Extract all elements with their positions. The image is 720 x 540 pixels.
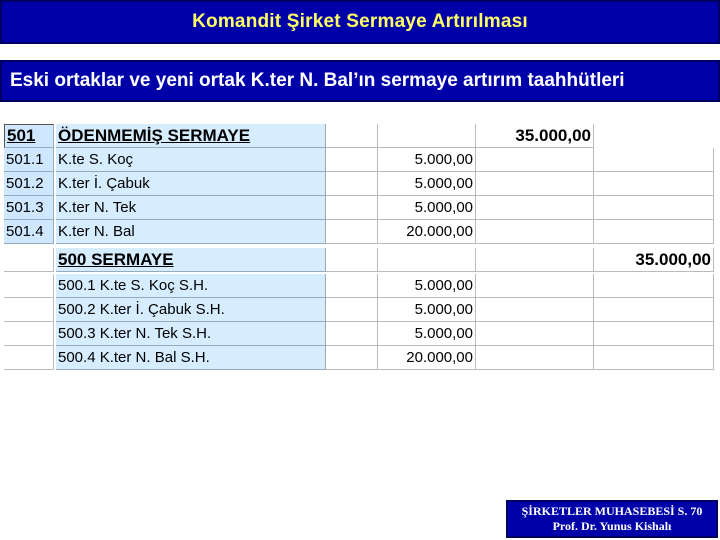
debit-item-amount: 5.000,00 — [378, 196, 476, 220]
table-row — [4, 220, 714, 244]
credit-item-amount: 20.000,00 — [378, 346, 476, 370]
credit-item-name: 500.1 K.te S. Koç S.H. — [56, 274, 326, 298]
empty-cell — [594, 322, 714, 346]
empty-cell — [594, 346, 714, 370]
empty-cell — [4, 322, 54, 346]
footer-line-2: Prof. Dr. Yunus Kishalı — [552, 519, 672, 533]
table-row — [4, 274, 714, 298]
debit-item-amount: 5.000,00 — [378, 148, 476, 172]
credit-item-amount: 5.000,00 — [378, 274, 476, 298]
empty-cell — [594, 124, 714, 148]
empty-cell — [594, 274, 714, 298]
table-row — [4, 298, 714, 322]
credit-item-name: 500.4 K.ter N. Bal S.H. — [56, 346, 326, 370]
journal-ledger — [4, 124, 714, 372]
empty-cell — [378, 248, 476, 272]
table-row — [4, 322, 714, 346]
empty-cell — [326, 248, 378, 272]
debit-account-row — [4, 124, 714, 148]
debit-total-amount: 35.000,00 — [476, 124, 594, 148]
debit-account-name: ÖDENMEMİŞ SERMAYE — [56, 124, 326, 148]
empty-cell — [326, 322, 378, 346]
empty-cell — [476, 196, 594, 220]
debit-item-name: K.ter İ. Çabuk — [56, 172, 326, 196]
credit-item-name: 500.3 K.ter N. Tek S.H. — [56, 322, 326, 346]
credit-account-name: 500 SERMAYE — [56, 248, 326, 272]
empty-cell — [326, 346, 378, 370]
footer-line-1: ŞİRKETLER MUHASEBESİ S. 70 — [521, 504, 703, 518]
debit-account-code: 501 — [4, 124, 54, 148]
debit-item-code: 501.3 — [4, 196, 54, 220]
table-row — [4, 346, 714, 370]
empty-cell — [476, 248, 594, 272]
credit-item-name: 500.2 K.ter İ. Çabuk S.H. — [56, 298, 326, 322]
table-row — [4, 148, 714, 172]
debit-item-name: K.ter N. Tek — [56, 196, 326, 220]
empty-cell — [476, 346, 594, 370]
empty-cell — [594, 172, 714, 196]
empty-cell — [326, 220, 378, 244]
credit-item-amount: 5.000,00 — [378, 298, 476, 322]
debit-item-name: K.ter N. Bal — [56, 220, 326, 244]
empty-cell — [476, 172, 594, 196]
credit-item-amount: 5.000,00 — [378, 322, 476, 346]
empty-cell — [326, 274, 378, 298]
empty-cell — [326, 148, 378, 172]
credit-account-row — [4, 248, 714, 272]
empty-cell — [476, 148, 594, 172]
empty-cell — [594, 196, 714, 220]
table-row — [4, 196, 714, 220]
empty-cell — [476, 220, 594, 244]
empty-cell — [326, 196, 378, 220]
debit-item-amount: 20.000,00 — [378, 220, 476, 244]
table-row — [4, 172, 714, 196]
debit-item-name: K.te S. Koç — [56, 148, 326, 172]
subtitle-banner — [0, 60, 720, 102]
credit-total-amount: 35.000,00 — [594, 248, 714, 272]
empty-cell — [594, 148, 714, 172]
empty-cell — [378, 124, 476, 148]
empty-cell — [476, 298, 594, 322]
debit-item-amount: 5.000,00 — [378, 172, 476, 196]
empty-cell — [326, 172, 378, 196]
debit-item-code: 501.4 — [4, 220, 54, 244]
empty-cell — [4, 274, 54, 298]
empty-cell — [326, 298, 378, 322]
empty-cell — [4, 346, 54, 370]
page-title: Komandit Şirket Sermaye Artırılması — [192, 11, 528, 32]
debit-item-code: 501.2 — [4, 172, 54, 196]
debit-item-code: 501.1 — [4, 148, 54, 172]
empty-cell — [4, 298, 54, 322]
title-banner — [0, 0, 720, 44]
empty-cell — [594, 298, 714, 322]
page-subtitle: Eski ortaklar ve yeni ortak K.ter N. Bal’ın sermaye artırım taahhütleri — [10, 70, 625, 91]
empty-cell — [4, 248, 54, 272]
empty-cell — [476, 274, 594, 298]
empty-cell — [326, 124, 378, 148]
footer-credit — [506, 500, 718, 538]
empty-cell — [594, 220, 714, 244]
empty-cell — [476, 322, 594, 346]
